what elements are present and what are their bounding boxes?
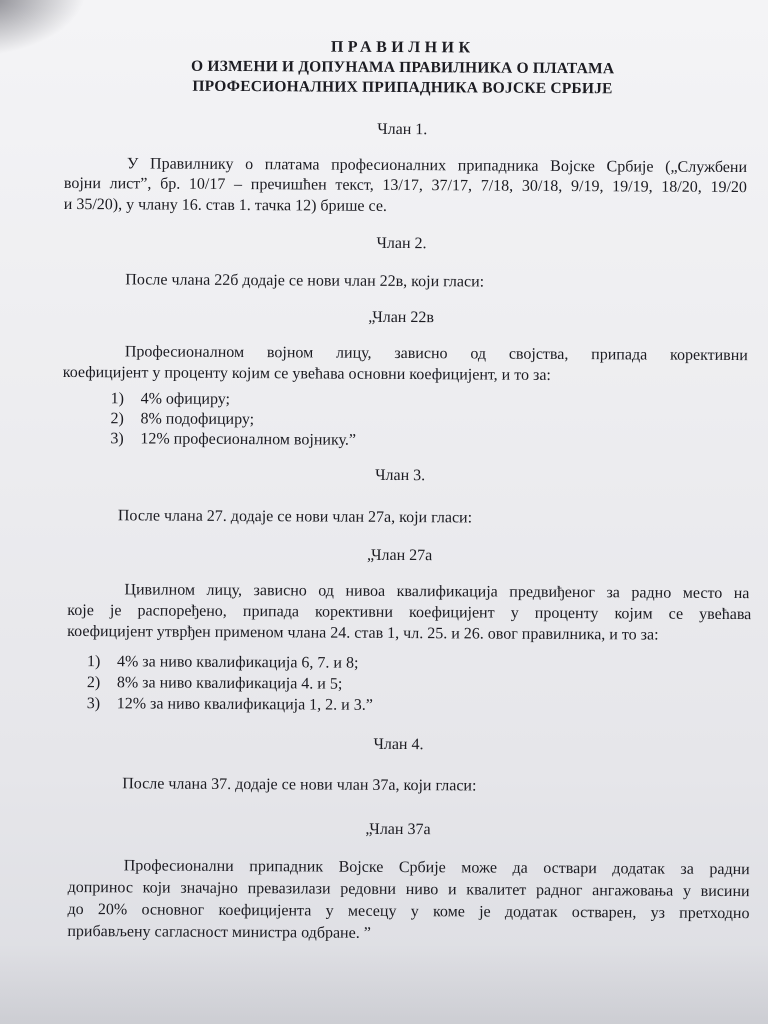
article-4-line-1: Професионални припадник Војске Србије може да оствари додатак за радни — [123, 857, 750, 879]
article-1-line-2: војни лист”, бр. 10/17 – пречишћен текст, 13/17, 37/17, 7/18, 30/18, 9/19, 19/19, 18/20, 19/20 — [63, 174, 747, 197]
article-4-line-3: до 20% основног коефицијента у месецу у коме је додатак остварен, уз претходно — [67, 900, 750, 923]
article-2-list-item — [111, 389, 231, 409]
article-2-quoted-heading: „Члан 22в — [368, 308, 435, 327]
article-2-intro: После члана 22б додаје се нови члан 22в, који гласи: — [125, 271, 485, 291]
list-item-text: 8% подофициру; — [140, 410, 255, 429]
list-item-number: 2) — [86, 674, 101, 692]
list-item-number: 1) — [86, 653, 101, 671]
list-item-number: 1) — [110, 390, 124, 408]
article-4-intro: После члана 37. додаје се нови члан 37а, који гласи: — [122, 775, 477, 795]
list-item-text: 4% официру; — [140, 390, 231, 408]
article-2-list-item — [110, 409, 254, 429]
article-3-list-item — [87, 652, 359, 673]
article-4-heading: Члан 4. — [373, 735, 424, 754]
article-1-line-1: У Правилнику о платама професионалних припадника Војске Србије („Службени — [126, 155, 748, 177]
article-3-intro: После члана 27. додаје се нови члан 27а, који гласи: — [117, 507, 473, 527]
article-3-heading: Члан 3. — [375, 466, 426, 485]
list-item-number: 3) — [86, 695, 101, 713]
document-subtitle-line-2: ПРОФЕСИОНАЛНИХ ПРИПАДНИКА ВОЈСКЕ СРБИЈЕ — [192, 77, 613, 98]
article-4-quoted-heading: „Члан 37а — [365, 820, 431, 839]
article-2-line-2: коефицијент у проценту којим се увећава основни коефицијент, и то за: — [62, 363, 551, 384]
list-item-text: 12% за ниво квалификација 1, 2. и 3.” — [116, 695, 373, 714]
article-1-line-3: и 35/20), у члану 16. став 1. тачка 12) брише се. — [63, 195, 388, 215]
document-title: ПРАВИЛНИК — [330, 38, 475, 57]
article-3-quoted-heading: „Члан 27а — [366, 546, 433, 565]
article-2-line-1: Професионалном војном лицу, зависно од својства, припада корективни — [124, 343, 748, 365]
article-3-line-1: Цивилном лицу, зависно од нивоа квалификација предвиђеног за радно место на — [124, 581, 750, 603]
article-2-list-item — [110, 429, 356, 450]
article-4-line-2: допринос који значајно превазилази редовни ниво и квалитет радног ангажовања у висини — [67, 878, 750, 901]
document-subtitle-line-1: О ИЗМЕНИ И ДОПУНАМА ПРАВИЛНИКА О ПЛАТАМА — [190, 57, 615, 78]
article-3-line-2: које је распоређено, припада корективни коефицијент у проценту којим се увећава — [67, 601, 752, 624]
article-1-heading: Члан 1. — [377, 120, 428, 139]
list-item-number: 2) — [110, 410, 124, 428]
list-item-text: 4% за ниво квалификација 6, 7. и 8; — [116, 653, 359, 672]
list-item-number: 3) — [110, 430, 124, 448]
article-2-heading: Члан 2. — [376, 234, 427, 253]
list-item-text: 12% професионалном војнику.” — [140, 430, 357, 449]
article-4-line-4: прибављену сагласност министра одбране. ” — [67, 922, 371, 942]
list-item-text: 8% за ниво квалификација 4. и 5; — [116, 674, 343, 693]
article-3-list-item — [87, 673, 343, 694]
article-3-line-3: коефицијент утврђен применом члана 24. став 1, чл. 25. и 26. овог правилника, и то за: — [67, 622, 659, 644]
article-3-list-item — [87, 694, 373, 715]
